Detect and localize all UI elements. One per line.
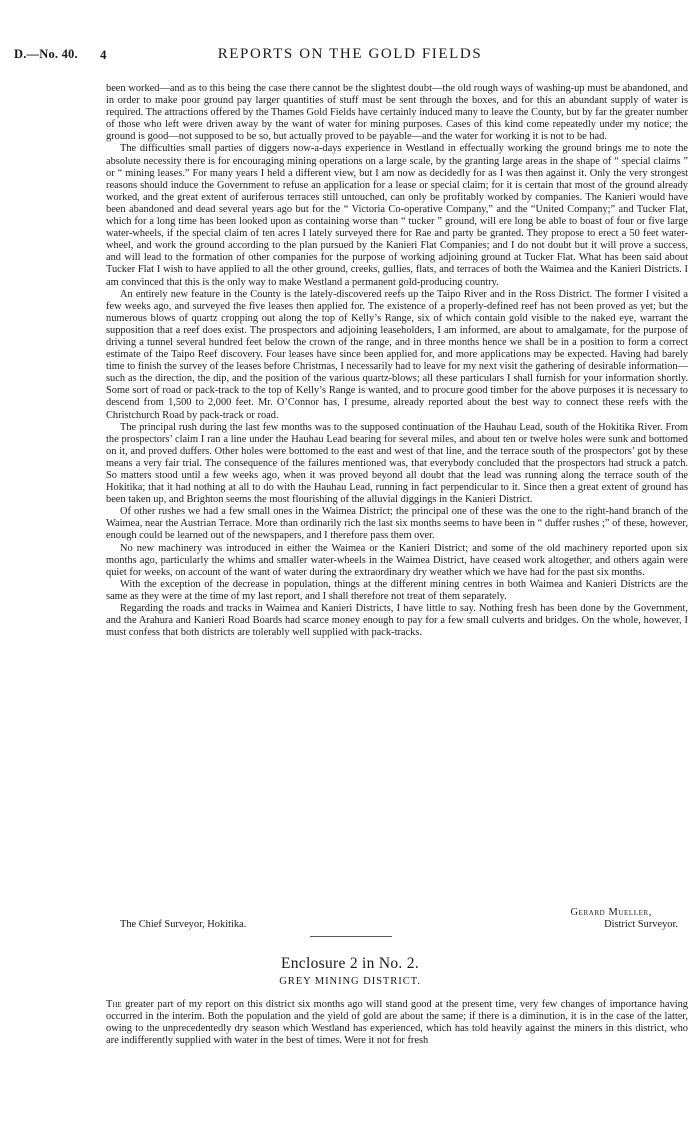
paragraph — [106, 999, 688, 1047]
page-header — [0, 47, 700, 69]
paragraph: With the exception of the decrease in population, things at the different mining centres in both Waimea and Kanieri Districts are the same as they were at the time of my last report, and I shall therefore not treat of them separately. — [106, 578, 688, 602]
report-body — [106, 83, 688, 639]
enclosure-title: Enclosure 2 in No. 2. — [280, 955, 420, 972]
paragraph: Of other rushes we had a few small ones in the Waimea District; the principal one of these was the one to the right-hand branch of the Waimea, near the Austrian Terrace. More than ordinarily rich the last six months seems to have been in “ duffer rushes ;” of these, however, enough could be learned out of the newspapers, and I therefore pass them over. — [106, 506, 688, 542]
paragraph: The difficulties small parties of diggers now-a-days experience in Westland in effectually working the ground brings me to note the absolute necessity there is for encouraging mining operations on a large scale, by the granting large areas in the shape of “ special claims ” or “ mining leases.” For many years I held a different view, but I am now as decidedly for as I was then against it. Only the very strongest reasons should induce the Government to refuse an application for a lease or special claim; for it is certain that most of the ground already worked, and the great extent of auriferous terraces still untouched, can only be profitably worked by companies. The Kanieri would have been abandoned and dead several years ago but for the “ Victoria Co-operative Company,” and the “United Company;” and Tucker Flat, which for a long time has been looked upon as containing worse than “ tucker ” ground, will ere long be able to boast of four or five large water-wheels, if the special claim of ten acres I lately surveyed there for Rae and party be granted. They propose to erect a 50 feet water-wheel, and work the ground according to the plan pursued by the Kanieri Flat Companies; and I do not doubt but it will prove a success, and will lead to the formation of other companies for the purpose of working adjoining ground at Tucker Flat. What has been said about Tucker Flat I wish to have applied to all the other ground, creeks, gullies, flats, and terraces of both the Waimea and the Kanieri Districts. I am convinced that this is the only way to make Westland a permanent gold-producing country. — [106, 143, 688, 288]
opening-word: The — [106, 999, 122, 1010]
paragraph: Regarding the roads and tracks in Waimea and Kanieri Districts, I have little to say. Nothing fresh has been done by the Government, and the Arahura and Kanieri Road Boards had scarce money enough to pay for a few small culverts and bridges. On the whole, however, I must confess that both districts are tolerably well supplied with pack-tracks. — [106, 603, 688, 639]
paragraph: No new machinery was introduced in either the Waimea or the Kanieri District; and some of the old machinery reported upon six months ago, particularly the whims and smaller water-wheels in the Waimea District, have ceased work altogether, and others again were quiet for weeks, on account of the want of water during the extraordinary dry weather which we have had for the past six months. — [106, 542, 688, 578]
section-divider — [310, 936, 392, 937]
signatory-title: District Surveyor. — [604, 919, 678, 930]
signatory-name: Gerard Mueller, — [570, 907, 652, 918]
page-number: 4 — [100, 47, 107, 62]
document-reference: D.—No. 40. — [14, 47, 78, 61]
paragraph: An entirely new feature in the County is the lately-discovered reefs up the Taipo River and in the Ross District. The former I visited a few weeks ago, and surveyed the five leases then applied for. The existence of a properly-defined reef has not been proved as yet; but the numerous blows of quartz cropping out along the top of Kelly’s Range, six of which contain gold visible to the naked eye, warrant the supposition that a reef does exist. The prospectors and adjoining leaseholders, I am informed, are about to amalgamate, for the purpose of driving a tunnel several hundred feet below the crown of the range, and in three months hence we shall be in a position to form a correct estimate of the Taipo Reef discovery. Four leases have since been applied for, and more applications may be expected. Having had barely time to finish the survey of the leases before Christmas, I necessarily had to leave for my next visit the gathering of desirable information—such as the direction, the dip, and the position of the various quartz-blows; all these particulars I shall furnish for your information shortly. Some sort of road or pack-track to the top of Kelly’s Range is wanted, and to procure good timber for the above purposes it is necessary to descend from 1,500 to 2,000 feet. Mr. O’Connor has, I presume, already reported about the best way to connect these reefs with the Christchurch Road by pack-track or road. — [106, 288, 688, 421]
paragraph: The principal rush during the last few months was to the supposed continuation of the Hauhau Lead, south of the Hokitika River. From the prospectors’ claim I ran a line under the Hauhau Lead bearing for several miles, and about ten or twelve holes were sunk and bottomed on it, and proved duffers. Other holes were bottomed to the east and west of that line, and the terrace south of the prospectors’ got by these means a very fair trial. The consequence of the failures mentioned was, that everybody concluded that the prospectors had struck a patch. So matters stood until a few weeks ago, when it was proved beyond all doubt that the lead was running along the terrace south of the Hokitika; that it had nothing at all to do with the Hauhau Lead, running in fact perpendicular to it. Since then a great extent of ground has been taken up, and Brighton seems the most flourishing of the alluvial diggings in the Kanieri District. — [106, 421, 688, 506]
addressee: The Chief Surveyor, Hokitika. — [120, 919, 247, 930]
paragraph-text: greater part of my report on this district six months ago will stand good at the present time, very few changes of importance having occurred in the interim. Both the population and the yield of gold are about the same; if there is a diminution, it is in the case of the latter, owing to the unprecedentedly dry season which Westland has experienced, which has told heavily against the miners in this district, who are indifferently supplied with water in the best of times. Were it not for fresh — [106, 999, 688, 1047]
enclosure-subtitle: GREY MINING DISTRICT. — [279, 976, 421, 987]
running-title: REPORTS ON THE GOLD FIELDS — [217, 46, 483, 62]
paragraph: been worked—and as to this being the case there cannot be the slightest doubt—the old rough ways of washing-up must be abandoned, and in order to make poor ground pay larger quantities of stuff must be sent through the boxes, and for this an abundant supply of water is required. The attractions offered by the Thames Gold Fields have certainly induced many to leave the County, but by far the greater number of those who left were driven away by the want of water for mining purposes. Cases of this kind come repeatedly under my notice; the ground is good—not supposed to be so, but actually proved to be payable—and the water for working it is not to be had. — [106, 83, 688, 143]
enclosure-body — [106, 999, 688, 1047]
